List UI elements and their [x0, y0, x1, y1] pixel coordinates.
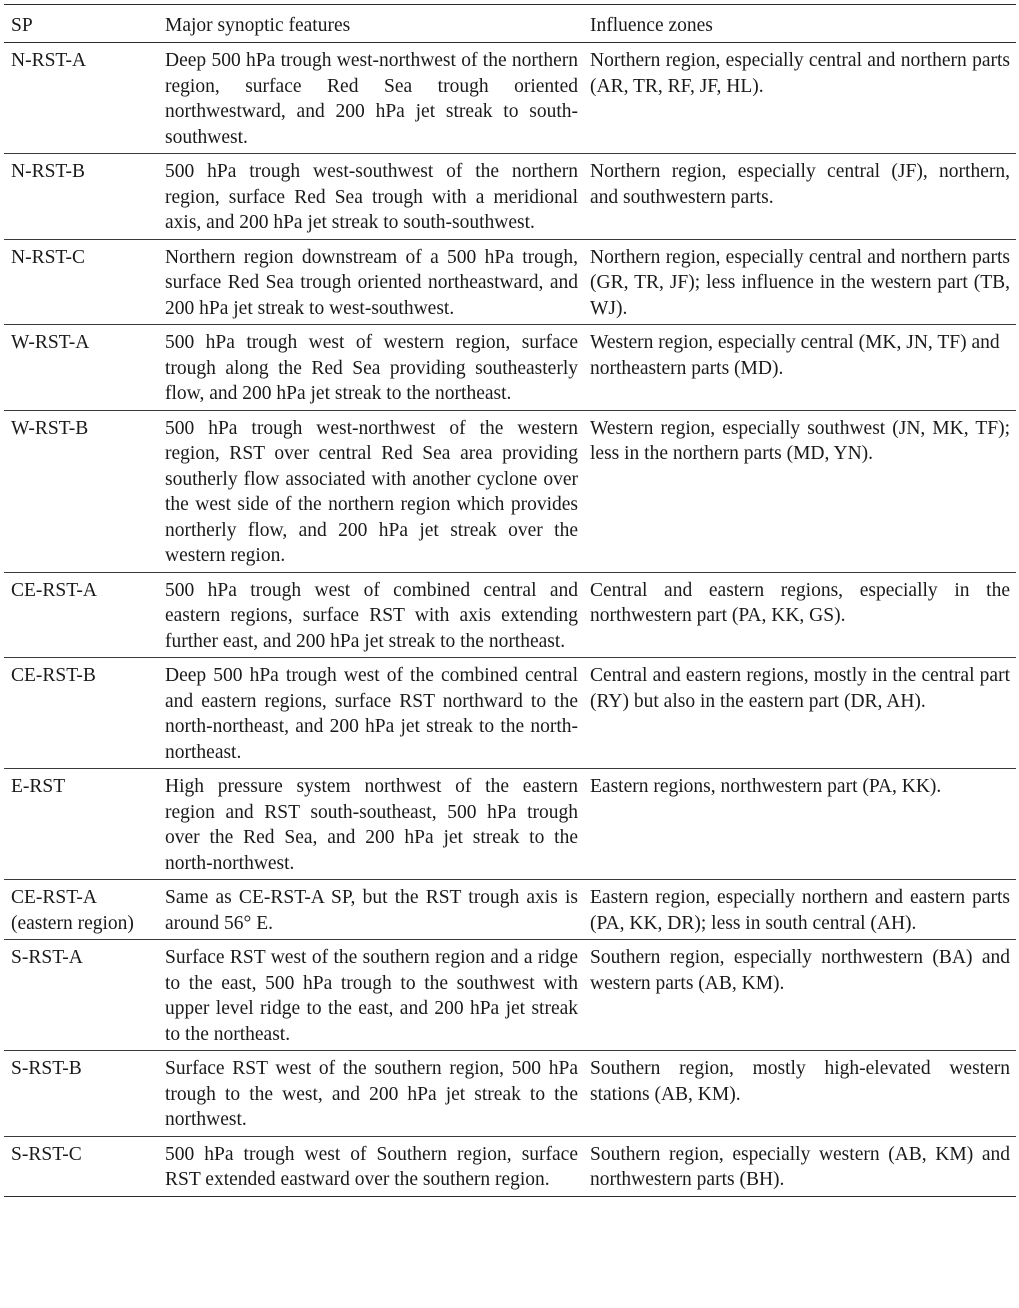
features-cell: 500 hPa trough west-southwest of the northern region, surface Red Sea trough with a meridional axis, and 200 hPa jet streak to south-southwest. — [165, 161, 578, 233]
sp-cell: W-RST-B — [11, 417, 89, 439]
zones-cell: Southern region, mostly high-elevated western stations (AB, KM). — [590, 1058, 1010, 1105]
table-row — [4, 410, 1016, 572]
sp-line: CE-RST-A — [11, 887, 97, 908]
table-row — [4, 572, 1016, 658]
sp-cell: E-RST — [11, 776, 66, 797]
features-cell: 500 hPa trough west of western region, surface trough along the Red Sea providing southeasterly flow, and 200 hPa jet streak to the northeast. — [165, 332, 578, 404]
features-cell: 500 hPa trough west of Southern region, surface RST extended eastward over the southern region. — [165, 1143, 578, 1190]
zones-cell: Western region, especially southwest (JN, MK, TF); less in the northern parts (MD, YN). — [590, 417, 1010, 464]
header-sp: SP — [11, 15, 33, 36]
features-cell: Northern region downstream of a 500 hPa trough, surface Red Sea trough oriented northeastward, and 200 hPa jet streak to west-southwest. — [165, 246, 578, 319]
table-row — [4, 154, 1016, 240]
zones-cell: Eastern regions, northwestern part (PA, KK). — [590, 776, 942, 797]
sp-line: (eastern region) — [11, 912, 134, 934]
features-cell: Same as CE-RST-A SP, but the RST trough axis is around 56° E. — [165, 887, 578, 934]
zones-cell: Central and eastern regions, especially in the northwestern part (PA, KK, GS). — [590, 579, 1010, 626]
features-cell: Surface RST west of the southern region, 500 hPa trough to the west, and 200 hPa jet streak to the northwest. — [165, 1058, 578, 1130]
zones-cell: Northern region, especially central (JF), northern, and southwestern parts. — [590, 161, 1010, 208]
features-cell: 500 hPa trough west-northwest of the western region, RST over central Red Sea area providing southerly flow associated with another cyclone over the west side of the northern region which provides northerly flow, and 200 hPa jet streak over the western region. — [165, 417, 578, 566]
features-cell: Deep 500 hPa trough west of the combined central and eastern regions, surface RST northward to the north-northeast, and 200 hPa jet streak to the north-northeast. — [165, 665, 578, 763]
zones-cell: Southern region, especially northwestern (BA) and western parts (AB, KM). — [590, 947, 1010, 994]
zones-cell: Northern region, especially central and northern parts (GR, TR, JF); less influence in the western part (TB, WJ). — [590, 246, 1010, 319]
table-row — [4, 769, 1016, 880]
sp-cell: N-RST-B — [11, 161, 86, 182]
zones-cell: Southern region, especially western (AB, KM) and northwestern parts (BH). — [590, 1143, 1010, 1190]
table-header-row — [4, 5, 1016, 43]
sp-cell: S-RST-C — [11, 1143, 82, 1165]
sp-cell: S-RST-A — [11, 947, 83, 968]
table-row — [4, 940, 1016, 1051]
header-features: Major synoptic features — [165, 15, 351, 36]
sp-cell: CE-RST-B — [11, 665, 96, 686]
synoptic-patterns-table — [4, 4, 1016, 1197]
header-zones: Influence zones — [590, 15, 713, 36]
table-row — [4, 239, 1016, 325]
sp-cell: S-RST-B — [11, 1058, 82, 1079]
features-cell: 500 hPa trough west of combined central and eastern regions, surface RST with axis extending further east, and 200 hPa jet streak to the northeast. — [165, 579, 578, 652]
zones-cell: Eastern region, especially northern and eastern parts (PA, KK, DR); less in south central (AH). — [590, 887, 1010, 934]
zones-line: Western region, especially central (MK, JN, TF) and — [590, 332, 1000, 353]
sp-cell: W-RST-A — [11, 332, 90, 353]
table-row — [4, 658, 1016, 769]
sp-cell: CE-RST-A — [11, 579, 97, 601]
zones-cell: Central and eastern regions, mostly in the central part (RY) but also in the eastern part (DR, AH). — [590, 665, 1010, 712]
table-row — [4, 1136, 1016, 1196]
zones-line: northeastern parts (MD). — [590, 357, 784, 379]
features-cell: Deep 500 hPa trough west-northwest of the northern region, surface Red Sea trough oriented northwestward, and 200 hPa jet streak to south-southwest. — [165, 50, 578, 148]
features-cell: Surface RST west of the southern region and a ridge to the east, 500 hPa trough to the southwest with upper level ridge to the east, and 200 hPa jet streak to the northeast. — [165, 947, 578, 1045]
table-row — [4, 43, 1016, 154]
sp-cell: N-RST-C — [11, 246, 86, 268]
table-row — [4, 325, 1016, 411]
features-cell: High pressure system northwest of the eastern region and RST south-southeast, 500 hPa trough over the Red Sea, and 200 hPa jet streak to the north-northwest. — [165, 776, 578, 874]
zones-cell — [584, 325, 1016, 411]
table-row — [4, 880, 1016, 940]
zones-cell: Northern region, especially central and northern parts (AR, TR, RF, JF, HL). — [590, 50, 1010, 97]
sp-cell — [4, 880, 159, 940]
sp-cell: N-RST-A — [11, 50, 87, 71]
table-row — [4, 1051, 1016, 1137]
